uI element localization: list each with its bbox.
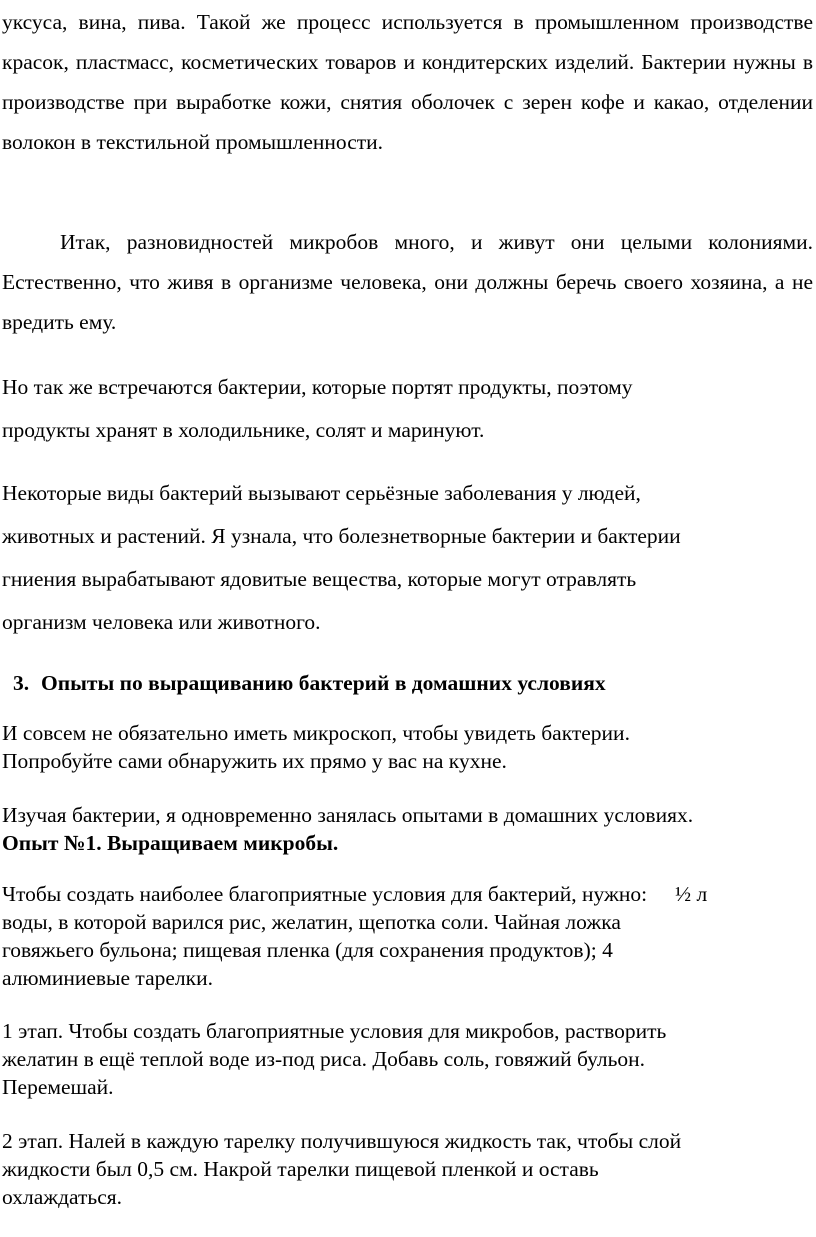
text-line: организм человека или животного. — [2, 610, 321, 634]
text-line: гниения вырабатывают ядовитые вещества, которые могут отравлять — [2, 567, 637, 591]
experiment-title: Опыт №1. Выращиваем микробы. — [2, 831, 339, 855]
text-fragment: Чтобы создать наиболее благоприятные условия для бактерий, нужно: — [2, 882, 648, 906]
text-line: жидкости был 0,5 см. Накрой тарелки пищевой пленкой и оставь — [2, 1157, 599, 1181]
paragraph-microbe-colonies: Итак, разновидностей микробов много, и живут они целыми колониями. Естественно, что живя в организме человека, они должны беречь своего хозяина, а не вредить ему. — [2, 230, 813, 334]
paragraph-experiments-intro — [2, 801, 802, 857]
paragraph-no-microscope — [2, 719, 802, 775]
text-line: 2 этап. Налей в каждую тарелку получившуюся жидкость так, чтобы слой — [2, 1129, 682, 1153]
text-line: 1 этап. Чтобы создать благоприятные условия для микробов, растворить — [2, 1019, 667, 1043]
paragraph-ingredients — [2, 880, 802, 992]
text-line: Но так же встречаются бактерии, которые портят продукты, поэтому — [2, 375, 633, 399]
text-line: Изучая бактерии, я одновременно занялась опытами в домашних условиях. — [2, 803, 694, 827]
text-line: говяжьего бульона; пищевая пленка (для сохранения продуктов); 4 — [2, 938, 613, 962]
text-line: И совсем не обязательно иметь микроскоп, чтобы увидеть бактерии. — [2, 721, 630, 745]
text-line: Попробуйте сами обнаружить их прямо у вас на кухне. — [2, 749, 507, 773]
section-title: Опыты по выращиванию бактерий в домашних условиях — [41, 671, 606, 695]
text-line: Перемешай. — [2, 1075, 114, 1099]
text-fragment: ½ л — [675, 882, 708, 906]
text-line: Некоторые виды бактерий вызывают серьёзные заболевания у людей, — [2, 481, 641, 505]
text-line: желатин в ещё теплой воде из-под риса. Добавь соль, говяжий бульон. — [2, 1047, 646, 1071]
text-line: воды, в которой варился рис, желатин, щепотка соли. Чайная ложка — [2, 910, 621, 934]
text-line: алюминиевые тарелки. — [2, 966, 213, 990]
text-line: продукты хранят в холодильнике, солят и маринуют. — [2, 418, 485, 442]
paragraph-diseases — [2, 472, 813, 644]
paragraph-stage-2 — [2, 1127, 802, 1211]
text-line — [2, 880, 802, 908]
paragraph-industry-uses: уксуса, вина, пива. Такой же процесс используется в промышленном производстве красок, пластмасс, косметических товаров и кондитерских изделий. Бактерии нужны в производстве при выработке кожи, снятия оболочек с зерен кофе и какао, отделении волокон в текстильной промышленности. — [2, 10, 813, 154]
paragraph-spoiling-bacteria — [2, 366, 813, 452]
paragraph-stage-1 — [2, 1017, 802, 1101]
text-line: охлаждаться. — [2, 1185, 123, 1209]
section-heading — [13, 668, 803, 698]
section-number: 3. — [13, 671, 30, 695]
text-line: животных и растений. Я узнала, что болезнетворные бактерии и бактерии — [2, 524, 681, 548]
